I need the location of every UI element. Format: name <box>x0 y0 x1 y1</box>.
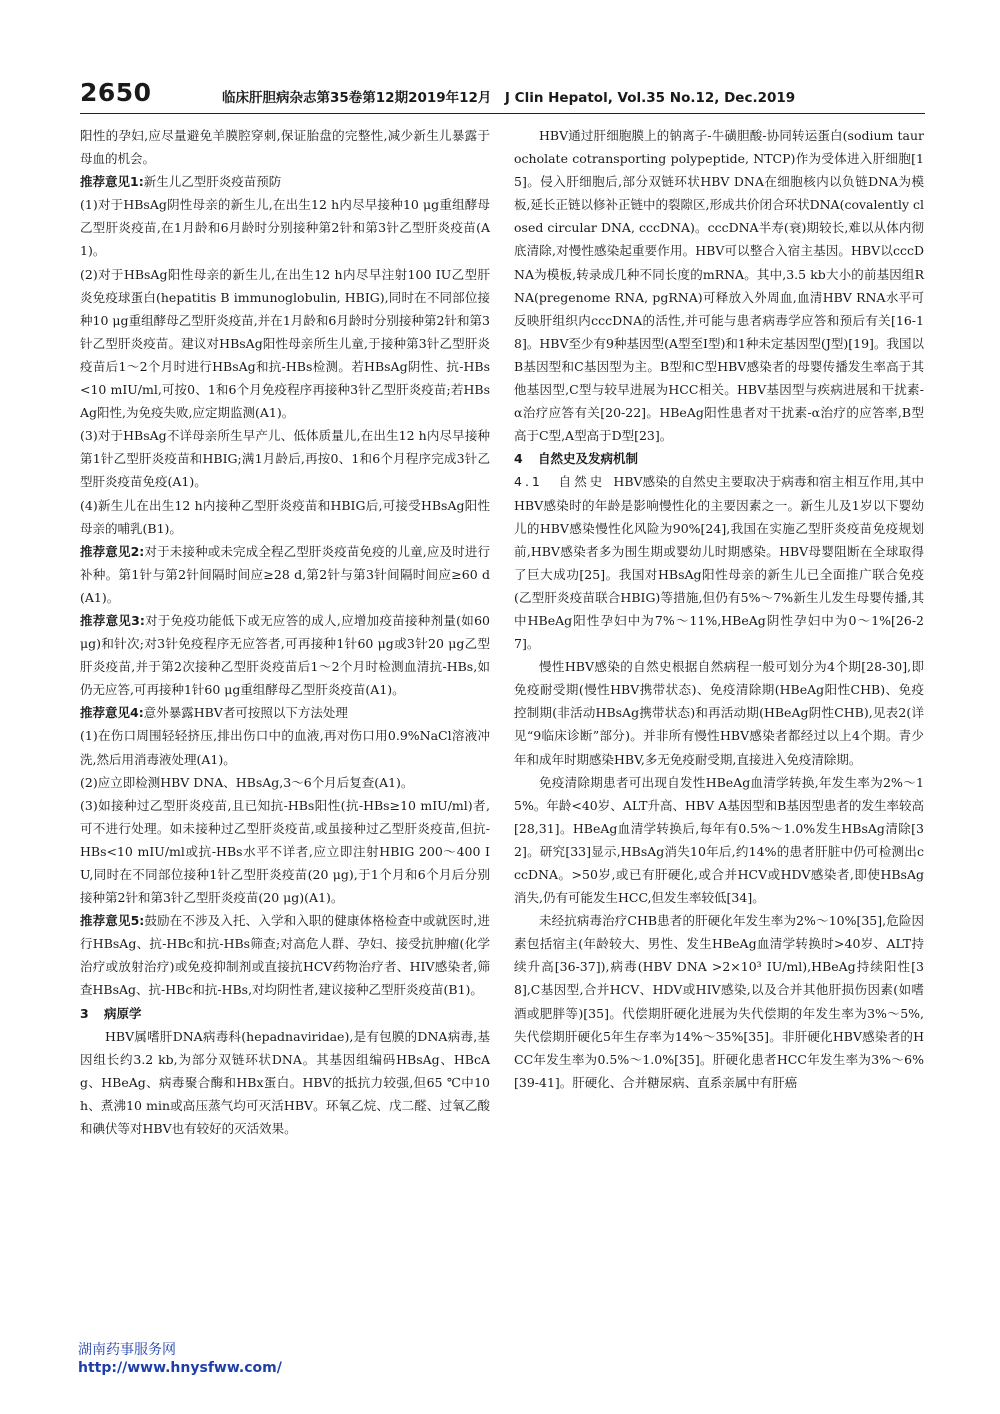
page-header <box>80 78 925 112</box>
paragraph: (3)对于HBsAg不详母亲所生早产儿、低体质量儿,在出生12 h内尽早接种第1针乙型肝炎疫苗和HBIG;满1月龄后,再按0、1和6个月程序完成3针乙型肝炎疫苗免疫(A1)。 <box>80 428 490 490</box>
paragraph: HBV属嗜肝DNA病毒科(hepadnaviridae),是有包膜的DNA病毒,基因组长约3.2 kb,为部分双链环状DNA。其基因组编码HBsAg、HBcAg、HBeAg、病毒聚合酶和HBx蛋白。HBV的抵抗力较强,但65 ℃中10 h、煮沸10 min或高压蒸气均可灭活HBV。环氧乙烷、戊二醛、过氧乙酸和碘伏等对HBV也有较好的灭活效果。 <box>80 1028 490 1137</box>
recommendation-label: 推荐意见4: <box>80 705 144 721</box>
header-rule <box>80 113 925 114</box>
subsection-label: 4.1 自然史 <box>514 474 606 490</box>
paragraph: 慢性HBV感染的自然史根据自然病程一般可划分为4个期[28-30],即免疫耐受期(慢性HBV携带状态)、免疫清除期(HBeAg阳性CHB)、免疫控制期(非活动HBsAg携带状态)和再活动期(HBeAg阴性CHB),见表2(详见“9临床诊断”部分)。并非所有慢性HBV感染者都经过以上4个期。青少年和成年时期感染HBV,多无免疫耐受期,直接进入免疫清除期。 <box>514 659 924 767</box>
section-number: 3 <box>80 1005 89 1021</box>
paragraph: (3)如接种过乙型肝炎疫苗,且已知抗-HBs阳性(抗-HBs≥10 mIU/ml)者,可不进行处理。如未接种过乙型肝炎疫苗,或虽接种过乙型肝炎疫苗,但抗-HBs<10 mIU/ml或抗-HBs水平不详者,应立即注射HBIG 200～400 IU,同时在不同部位接种1针乙型肝炎疫苗(20 μg),于1个月和6个月后分别接种第2针和第3针乙型肝炎疫苗(20 μg)(A1)。 <box>80 797 490 906</box>
recommendation-label: 推荐意见2: <box>80 543 145 559</box>
recommendation-text: 对于未接种或未完成全程乙型肝炎疫苗免疫的儿童,应及时进行补种。第1针与第2针间隔时间应≥28 d,第2针与第3针间隔时间应≥60 d(A1)。 <box>80 543 490 605</box>
recommendation-text: 对于免疫功能低下或无应答的成人,应增加疫苗接种剂量(如60 μg)和针次;对3针免疫程序无应答者,可再接种1针60 μg或3针20 μg乙型肝炎疫苗,并于第2次接种乙型肝炎疫苗后1～2个月时检测血清抗-HBs,如仍无应答,可再接种1针60 μg重组酵母乙型肝炎疫苗(A1)。 <box>80 612 490 698</box>
section-heading-3 <box>80 1002 490 1025</box>
paragraph: HBV通过肝细胞膜上的钠离子-牛磺胆酸-协同转运蛋白(sodium taurocholate cotransporting polypeptide, NTCP)作为受体进入肝细胞[15]。侵入肝细胞后,部分双链环状HBV DNA在细胞核内以负链DNA为模板,延长正链以修补正链中的裂隙区,形成共价闭合环状DNA(covalently closed circular DNA, cccDNA)。cccDNA半寿(衰)期较长,难以从体内彻底清除,对慢性感染起重要作用。HBV可以整合入宿主基因。HBV以cccDNA为模板,转录成几种不同长度的mRNA。其中,3.5 kb大小的前基因组RNA(pregenome RNA, pgRNA)可释放入外周血,血清HBV RNA水平可反映肝组织内cccDNA的活性,并可能与患者病毒学应答和预后有关[16-18]。HBV至少有9种基因型(A型至I型)和1种未定基因型(J型)[19]。我国以B基因型和C基因型为主。B型和C型HBV感染者的母婴传播发生率高于其他基因型,C型与较早进展为HCC相关。HBV基因型与疾病进展和干扰素-α治疗应答有关[20-22]。HBeAg阳性患者对干扰素-α治疗的应答率,B型高于C型,A型高于D型[23]。 <box>514 128 924 444</box>
subsection-text: HBV感染的自然史主要取决于病毒和宿主相互作用,其中HBV感染时的年龄是影响慢性化的主要因素之一。新生儿及1岁以下婴幼儿的HBV感染慢性化风险为90%[24],我国在实施乙型肝炎疫苗免疫规划前,HBV感染者多为围生期或婴幼儿时期感染。HBV母婴阻断在全球取得了巨大成功[25]。我国对HBsAg阳性母亲的新生儿已全面推广联合免疫(乙型肝炎疫苗联合HBIG)等措施,但仍有5%～7%新生儿发生母婴传播,其中HBeAg阳性孕妇中为7%～11%,HBeAg阴性孕妇中为0～1%[26-27]。 <box>514 474 924 652</box>
left-column <box>80 124 490 1140</box>
section-title: 病原学 <box>104 1005 142 1021</box>
recommendation-text: 意外暴露HBV者可按照以下方法处理 <box>143 705 348 721</box>
subsection-4-1 <box>514 470 924 655</box>
paragraph: (4)新生儿在出生12 h内接种乙型肝炎疫苗和HBIG后,可接受HBsAg阳性母亲的哺乳(B1)。 <box>80 497 490 536</box>
paragraph: (2)应立即检测HBV DNA、HBsAg,3～6个月后复查(A1)。 <box>80 774 414 790</box>
paragraph: (1)在伤口周围轻轻挤压,排出伤口中的血液,再对伤口用0.9%NaCl溶液冲洗,然后用消毒液处理(A1)。 <box>80 728 490 767</box>
recommendation-1 <box>80 170 490 193</box>
journal-running-title: 临床肝胆病杂志第35卷第12期2019年12月 J Clin Hepatol, Vol.35 No.12, Dec.2019 <box>222 90 796 106</box>
paragraph: 免疫清除期患者可出现自发性HBeAg血清学转换,年发生率为2%～15%。年龄<40岁、ALT升高、HBV A基因型和B基因型患者的发生率较高[28,31]。HBeAg血清学转换后,每年有0.5%～1.0%发生HBsAg清除[32]。研究[33]显示,HBsAg消失10年后,约14%的患者肝脏中仍可检测出cccDNA。>50岁,或已有肝硬化,或合并HCV或HDV感染者,即使HBsAg消失,仍有可能发生HCC,但发生率较低[34]。 <box>514 774 924 906</box>
recommendation-4 <box>80 701 490 724</box>
footer-site-name: 湖南药事服务网 <box>78 1342 176 1358</box>
footer-watermark <box>78 1341 282 1377</box>
paragraph: (2)对于HBsAg阳性母亲的新生儿,在出生12 h内尽早注射100 IU乙型肝炎免疫球蛋白(hepatitis B immunoglobulin, HBIG),同时在不同部位接种10 μg重组酵母乙型肝炎疫苗,并在1月龄和6月龄时分别接种第2针和第3针乙型肝炎疫苗。建议对HBsAg阳性母亲所生儿童,于接种第3针乙型肝炎疫苗后1～2个月时进行HBsAg和抗-HBs检测。若HBsAg阴性、抗-HBs<10 mIU/ml,可按0、1和6个月免疫程序再接种3针乙型肝炎疫苗;若HBsAg阳性,为免疫失败,应定期监测(A1)。 <box>80 266 490 421</box>
recommendation-label: 推荐意见3: <box>80 612 145 628</box>
recommendation-3 <box>80 609 490 701</box>
section-heading-4 <box>514 447 924 470</box>
recommendation-label: 推荐意见1: <box>80 174 144 190</box>
section-title: 自然史及发病机制 <box>538 451 639 467</box>
recommendation-5 <box>80 909 490 1001</box>
recommendation-label: 推荐意见5: <box>80 913 145 929</box>
paragraph: (1)对于HBsAg阴性母亲的新生儿,在出生12 h内尽早接种10 μg重组酵母乙型肝炎疫苗,在1月龄和6月龄时分别接种第2针和第3针乙型肝炎疫苗(A1)。 <box>80 197 490 259</box>
recommendation-text: 鼓励在不涉及入托、入学和入职的健康体格检查中或就医时,进行HBsAg、抗-HBc和抗-HBs筛查;对高危人群、孕妇、接受抗肿瘤(化学治疗或放射治疗)或免疫抑制剂或直接抗HCV药物治疗者、HIV感染者,筛查HBsAg、抗-HBc和抗-HBs,对均阴性者,建议接种乙型肝炎疫苗(B1)。 <box>80 913 490 998</box>
page-number: 2650 <box>80 78 152 107</box>
right-column <box>514 124 924 1094</box>
recommendation-text: 新生儿乙型肝炎疫苗预防 <box>143 174 282 190</box>
paragraph: 阳性的孕妇,应尽量避免羊膜腔穿刺,保证胎盘的完整性,减少新生儿暴露于母血的机会。 <box>80 128 490 167</box>
section-number: 4 <box>514 451 523 467</box>
recommendation-2 <box>80 540 490 609</box>
footer-site-url: http://www.hnysfww.com/ <box>78 1360 282 1376</box>
paragraph: 未经抗病毒治疗CHB患者的肝硬化年发生率为2%～10%[35],危险因素包括宿主(年龄较大、男性、发生HBeAg血清学转换时>40岁、ALT持续升高[36-37]),病毒(HBV DNA >2×10³ IU/ml),HBeAg持续阳性[38],C基因型,合并HCV、HDV或HIV感染,以及合并其他肝损伤因素(如嗜酒或肥胖等)[35]。代偿期肝硬化进展为失代偿期的年发生率为3%～5%,失代偿期肝硬化5年生存率为14%～35%[35]。非肝硬化HBV感染者的HCC年发生率为0.5%～1.0%[35]。肝硬化患者HCC年发生率为3%～6%[39-41]。肝硬化、合并糖尿病、直系亲属中有肝癌 <box>514 913 924 1090</box>
